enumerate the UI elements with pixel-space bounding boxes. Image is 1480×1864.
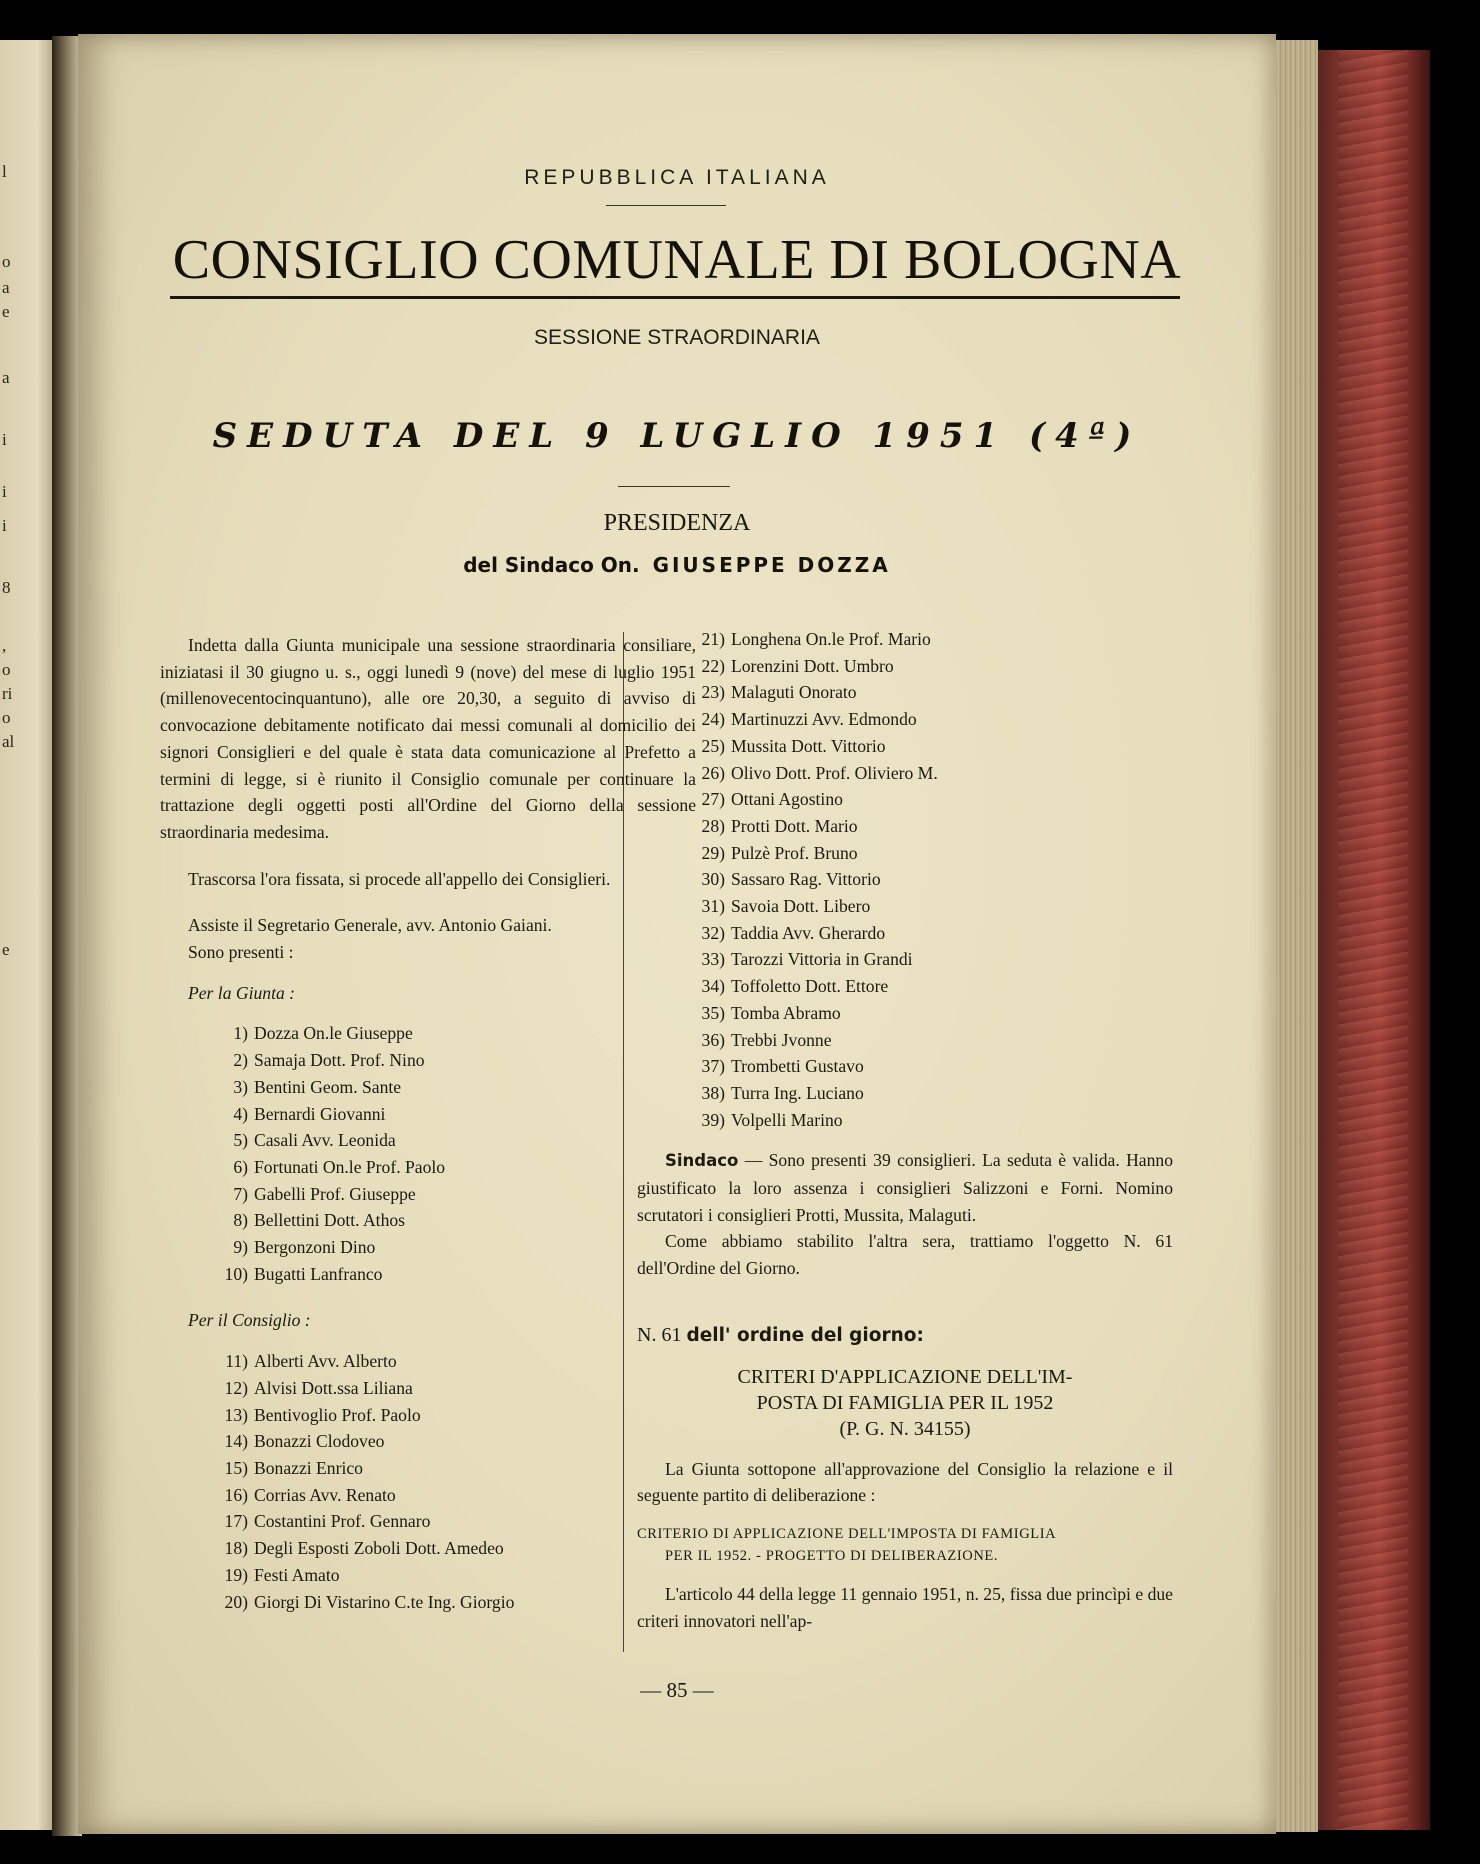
divider [618, 486, 730, 487]
list-item [160, 1101, 696, 1128]
list-item [160, 1181, 696, 1208]
list-item [160, 1402, 696, 1429]
list-item [637, 1107, 1173, 1134]
member-name: Bugatti Lanfranco [254, 1263, 383, 1284]
member-name: Longhena On.le Prof. Mario [731, 629, 931, 649]
page-number: — 85 — [640, 1678, 714, 1702]
list-number: 2) [233, 1050, 248, 1071]
list-number: 20) [224, 1591, 248, 1612]
list-item [160, 1375, 696, 1402]
list-item [637, 626, 1173, 653]
list-item [160, 1535, 696, 1562]
member-name: Savoia Dott. Libero [731, 896, 871, 917]
presidente-line [78, 553, 1276, 577]
left-page-fragment: a [2, 368, 10, 387]
right-column [637, 626, 1173, 1634]
member-name: Sassaro Rag. Vittorio [731, 869, 881, 890]
presidente-prefix: del Sindaco On. [463, 553, 640, 577]
member-name: Olivo Dott. Prof. Oliviero M. [731, 762, 938, 783]
member-name: Trombetti Gustavo [731, 1056, 864, 1077]
criterio-heading-line: PER IL 1952. - PROGETTO DI DELIBERAZIONE. [665, 1547, 999, 1564]
member-name: Samaja Dott. Prof. Nino [254, 1050, 425, 1071]
list-item [637, 653, 1173, 680]
left-page-fragment: a [2, 278, 10, 297]
page-content [78, 34, 1276, 1834]
list-number: 24) [701, 709, 725, 730]
list-number: 5) [233, 1130, 248, 1151]
member-name: Costantini Prof. Gennaro [254, 1511, 431, 1532]
member-name: Festi Amato [254, 1564, 340, 1585]
member-name: Casali Avv. Leonida [254, 1130, 396, 1151]
member-name: Giorgi Di Vistarino C.te Ing. Giorgio [254, 1591, 515, 1612]
list-item [637, 893, 1173, 920]
member-name: Turra Ing. Luciano [731, 1082, 864, 1103]
member-name: Bonazzi Enrico [254, 1457, 363, 1478]
list-number: 6) [233, 1156, 248, 1177]
member-name: Bernardi Giovanni [254, 1103, 386, 1124]
left-page-fragment: i [2, 516, 7, 535]
list-item [637, 706, 1173, 733]
title-rule [170, 296, 1180, 299]
member-name: Bellettini Dott. Athos [254, 1210, 406, 1231]
speaker-name: Sindaco [665, 1151, 739, 1171]
left-page-fragment: o [2, 708, 11, 727]
list-item [637, 973, 1173, 1000]
presidenza-heading: PRESIDENZA [603, 510, 751, 536]
member-name: Alberti Avv. Alberto [254, 1351, 397, 1372]
page-title: CONSIGLIO COMUNALE DI BOLOGNA [172, 229, 1182, 291]
criterio-heading-line: CRITERIO DI APPLICAZIONE DELL'IMPOSTA DI FAMIGLIA [637, 1525, 1057, 1542]
list-number: 12) [224, 1377, 248, 1398]
list-item [637, 786, 1173, 813]
book-cover-edge [1318, 50, 1430, 1830]
left-page-fragment: , [2, 636, 7, 655]
member-name: Gabelli Prof. Giuseppe [254, 1183, 416, 1204]
list-number: 19) [224, 1564, 248, 1585]
giunta-proposal: La Giunta sottopone all'approvazione del Consiglio la relazione e il seguente partito di deliberazione : [637, 1458, 1173, 1506]
consiglio-list-left [160, 1348, 696, 1615]
list-number: 30) [701, 869, 725, 890]
member-name: Bonazzi Clodoveo [254, 1431, 385, 1452]
list-item [160, 1455, 696, 1482]
list-item [160, 1047, 696, 1074]
list-number: 16) [224, 1484, 248, 1505]
republic-heading: REPUBBLICA ITALIANA [524, 166, 830, 189]
list-number: 8) [233, 1210, 248, 1231]
member-name: Tarozzi Vittoria in Grandi [731, 949, 913, 970]
member-name: Trebbi Jvonne [731, 1029, 832, 1050]
list-item [637, 920, 1173, 947]
list-number: 36) [701, 1029, 725, 1050]
intro-paragraph: Indetta dalla Giunta municipale una sessione straordinaria consiliare, iniziatasi il 30 giugno u. s., oggi lunedì 9 (nove) del mese di luglio 1951 (millenovecentocinquantuno), alle ore 20,30, a seguito di avviso di convocazione debitamente notificato dai messi comunali al domicilio dei signori Consiglieri e del quale è stata data comunicazione al Prefetto a termini di legge, si è riunito il Consiglio comunale per continuare la trattazione degli oggetti posti all'Ordine del Giorno della sessione straordinaria medesima. [160, 635, 696, 842]
list-item [637, 946, 1173, 973]
left-page-fragment: e [2, 940, 10, 959]
document-page [78, 34, 1276, 1834]
left-page-fragment: al [2, 732, 15, 751]
member-name: Protti Dott. Mario [731, 815, 858, 836]
left-column [160, 632, 696, 1615]
list-number: 11) [225, 1351, 248, 1372]
list-number: 32) [701, 922, 725, 943]
list-item [160, 1348, 696, 1375]
list-number: 18) [224, 1538, 248, 1559]
member-name: Ottani Agostino [731, 789, 843, 810]
list-number: 13) [224, 1404, 248, 1425]
member-name: Degli Esposti Zoboli Dott. Amedeo [254, 1538, 504, 1559]
list-item [160, 1589, 696, 1616]
segretario-paragraph: Assiste il Segretario Generale, avv. Antonio Gaiani. [188, 915, 552, 936]
seduta-heading: SEDUTA DEL 9 LUGLIO 1951 (4ª) [212, 416, 1142, 456]
agenda-pgn: (P. G. N. 34155) [839, 1417, 971, 1440]
list-number: 22) [701, 655, 725, 676]
list-item [160, 1508, 696, 1535]
presidente-name: GIUSEPPE DOZZA [652, 553, 891, 577]
page-stack-edge [1272, 40, 1318, 1832]
member-name: Corrias Avv. Renato [254, 1484, 396, 1505]
list-item [160, 1428, 696, 1455]
list-number: 35) [701, 1002, 725, 1023]
list-item [637, 813, 1173, 840]
list-item [637, 1053, 1173, 1080]
list-number: 28) [701, 815, 725, 836]
left-page-fragment: l [2, 162, 7, 181]
list-item [160, 1074, 696, 1101]
left-page-fragment: e [2, 302, 10, 321]
list-item [637, 1000, 1173, 1027]
list-item [160, 1127, 696, 1154]
member-name: Dozza On.le Giuseppe [254, 1023, 413, 1044]
list-number: 4) [233, 1103, 248, 1124]
left-page-fragment: i [2, 430, 7, 449]
list-number: 23) [701, 682, 725, 703]
list-number: 21) [701, 629, 725, 649]
list-number: 25) [701, 735, 725, 756]
list-number: 7) [233, 1183, 248, 1204]
giunta-label: Per la Giunta : [188, 982, 296, 1003]
list-item [637, 733, 1173, 760]
list-number: 27) [701, 789, 725, 810]
giunta-list [160, 1020, 696, 1287]
list-item [637, 1080, 1173, 1107]
member-name: Mussita Dott. Vittorio [731, 735, 886, 756]
sindaco-followup: Come abbiamo stabilito l'altra sera, trattiamo l'oggetto N. 61 dell'Ordine del Giorno. [637, 1231, 1173, 1279]
list-number: 1) [233, 1023, 248, 1044]
member-name: Volpelli Marino [731, 1109, 843, 1130]
list-item [637, 840, 1173, 867]
left-page-fragment: i [2, 482, 7, 501]
list-item [160, 1020, 696, 1047]
member-name: Tomba Abramo [731, 1002, 841, 1023]
consiglio-label: Per il Consiglio : [188, 1310, 311, 1331]
list-number: 39) [701, 1109, 725, 1130]
list-number: 15) [224, 1457, 248, 1478]
left-page-fragment: ri [2, 684, 13, 703]
list-number: 33) [701, 949, 725, 970]
member-name: Malaguti Onorato [731, 682, 857, 703]
left-page-fragment: o [2, 660, 11, 679]
list-number: 29) [701, 842, 725, 863]
session-heading: SESSIONE STRAORDINARIA [534, 326, 820, 349]
list-item [160, 1562, 696, 1589]
list-number: 34) [701, 976, 725, 997]
article-paragraph: L'articolo 44 della legge 11 gennaio 1951, n. 25, fissa due princìpi e due criteri innovatori nell'ap- [637, 1583, 1173, 1631]
member-name: Pulzè Prof. Bruno [731, 842, 858, 863]
list-number: 3) [233, 1076, 248, 1097]
agenda-title-line: POSTA DI FAMIGLIA PER IL 1952 [756, 1391, 1054, 1414]
consiglio-list-right [637, 626, 1173, 1133]
member-name: Bergonzoni Dino [254, 1237, 376, 1258]
list-number: 10) [224, 1263, 248, 1284]
member-name: Lorenzini Dott. Umbro [731, 655, 894, 676]
left-page-fragment: 8 [2, 578, 11, 597]
member-name: Fortunati On.le Prof. Paolo [254, 1156, 446, 1177]
list-number: 37) [701, 1056, 725, 1077]
member-name: Bentini Geom. Sante [254, 1076, 402, 1097]
list-item [160, 1207, 696, 1234]
list-number: 17) [224, 1511, 248, 1532]
list-number: 9) [233, 1237, 248, 1258]
member-name: Taddia Avv. Gherardo [731, 922, 886, 943]
list-item [637, 866, 1173, 893]
appello-paragraph: Trascorsa l'ora fissata, si procede all'appello dei Consiglieri. [188, 868, 611, 889]
list-item [160, 1154, 696, 1181]
statement-text: — Sono presenti 39 consiglieri. La seduta è valida. Hanno giustificato la loro assenza i consiglieri Salizzoni e Forni. Nomino scrutatori i consiglieri Protti, Mussita, Malaguti. [637, 1150, 1173, 1225]
agenda-number: N. 61 [637, 1323, 682, 1346]
presenti-paragraph: Sono presenti : [188, 942, 294, 963]
left-page-fragment: o [2, 252, 11, 271]
agenda-heading [637, 1322, 1173, 1350]
agenda-title-line: CRITERI D'APPLICAZIONE DELL'IM- [737, 1365, 1073, 1388]
list-number: 14) [224, 1431, 248, 1452]
divider [606, 205, 726, 206]
agenda-heading-text: dell' ordine del giorno: [686, 1324, 924, 1346]
list-number: 26) [701, 762, 725, 783]
member-name: Martinuzzi Avv. Edmondo [731, 709, 917, 730]
list-item [160, 1261, 696, 1288]
list-item [160, 1234, 696, 1261]
sindaco-statement [637, 1147, 1173, 1228]
list-item [637, 760, 1173, 787]
member-name: Alvisi Dott.ssa Liliana [254, 1377, 413, 1398]
list-number: 31) [701, 896, 725, 917]
list-item [637, 1027, 1173, 1054]
list-number: 38) [701, 1082, 725, 1103]
member-name: Bentivoglio Prof. Paolo [254, 1404, 421, 1425]
list-item [637, 679, 1173, 706]
member-name: Toffoletto Dott. Ettore [731, 976, 889, 997]
list-item [160, 1482, 696, 1509]
